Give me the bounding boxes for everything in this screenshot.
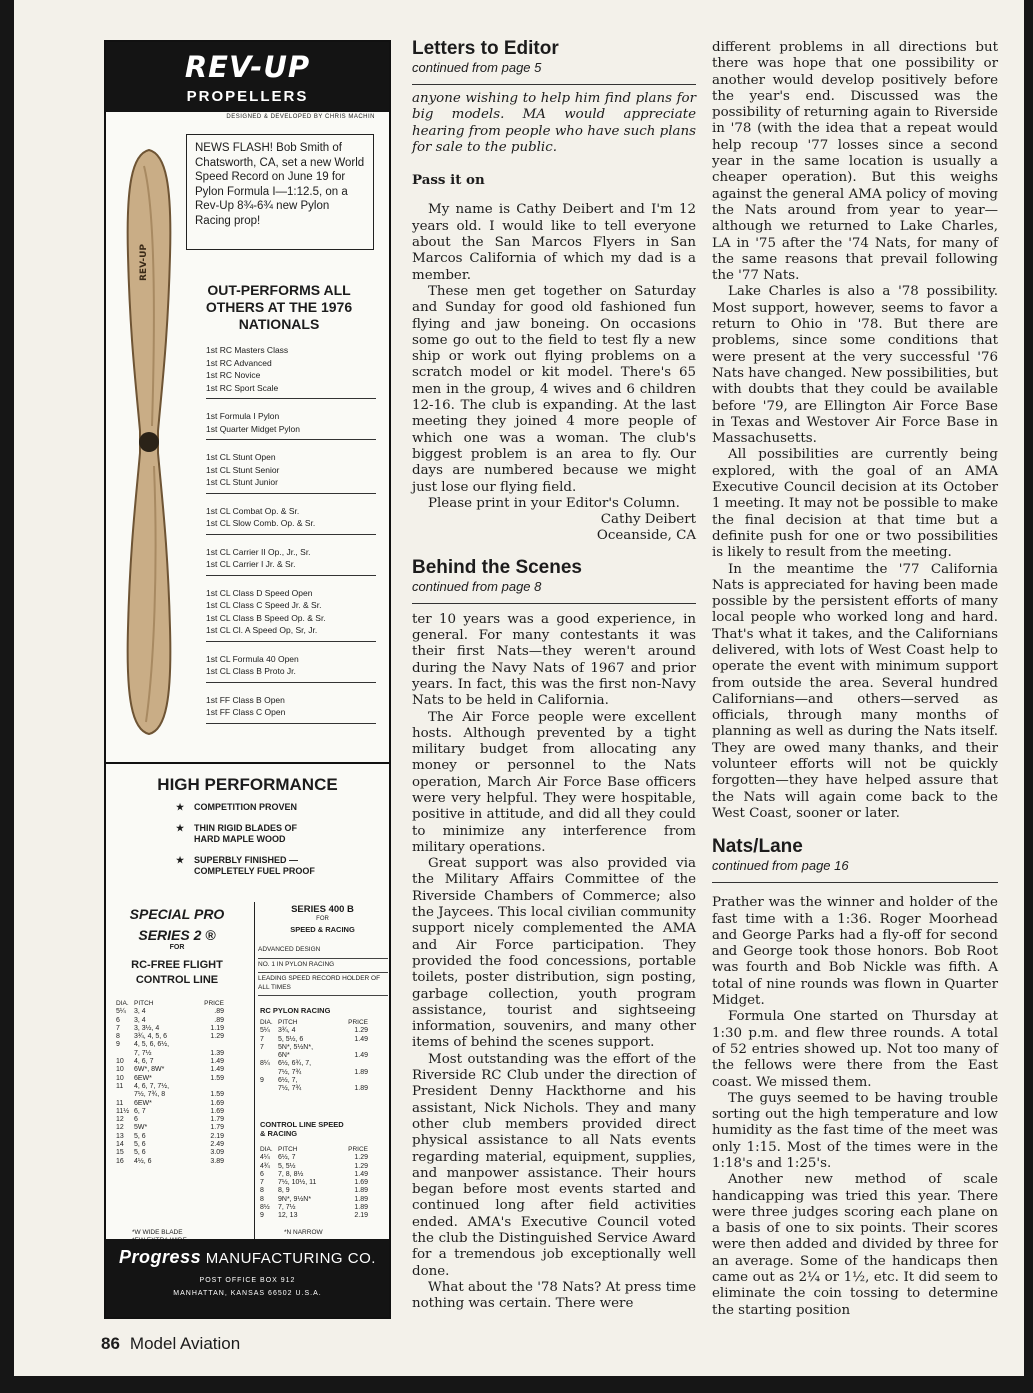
award-group xyxy=(206,449,376,494)
table-cell: 6EW* xyxy=(134,1074,152,1082)
feature-item xyxy=(176,855,324,877)
table-cell: 1.29 xyxy=(354,1162,368,1170)
table-cell: 16 xyxy=(116,1157,124,1165)
award-line: 1st CL Carrier I Jr. & Sr. xyxy=(206,559,296,569)
table-cell: 3, 4 xyxy=(134,1016,146,1024)
award-line: 1st RC Advanced xyxy=(206,357,272,368)
series400-feature: NO. 1 IN PYLON RACING xyxy=(258,959,388,974)
table-row xyxy=(116,1158,224,1166)
table-cell: 4¼ xyxy=(260,1154,270,1162)
manufacturer-name: Progress MANUFACTURING CO. xyxy=(119,1247,376,1267)
behind-paragraph: ter 10 years was a good experience, in general. For many contestants it was their first Nats—they weren't around during the Navy Nats of 1967 and prior years. In fact, this was the first non-Navy Nats to be held in California. xyxy=(412,611,696,709)
rev-up-advertisement xyxy=(104,40,391,1319)
table-cell: 1.49 xyxy=(354,1170,368,1178)
header-cell: PRICE xyxy=(348,1019,368,1026)
table-row xyxy=(260,1204,368,1212)
award-line: 1st CL Class B Speed Op. & Sr. xyxy=(206,612,326,623)
table-row xyxy=(260,1044,368,1052)
rule xyxy=(712,882,998,883)
table-row xyxy=(116,1124,224,1132)
series400-footnote: *N NARROW xyxy=(284,1229,323,1236)
propeller-label: REV-UP xyxy=(139,243,149,281)
table-cell: 3.09 xyxy=(210,1149,224,1157)
designer-credit: DESIGNED & DEVELOPED BY CHRIS MACHIN xyxy=(226,114,375,120)
behind-paragraph: What about the '78 Nats? At press time nothing was certain. There were xyxy=(412,1279,696,1312)
table-cell: 8 xyxy=(260,1187,264,1195)
table-row xyxy=(260,1052,368,1060)
table-row xyxy=(116,1108,224,1116)
table-cell: 1.29 xyxy=(210,1033,224,1041)
section-divider xyxy=(106,762,389,764)
award-group xyxy=(206,585,376,642)
table-row xyxy=(116,1100,224,1108)
table-row xyxy=(260,1212,368,1220)
table-cell: 6W*, 8W* xyxy=(134,1066,165,1074)
award-group xyxy=(206,503,376,535)
table-cell xyxy=(338,1077,368,1085)
magazine-page xyxy=(14,0,1024,1376)
table-cell: 1.59 xyxy=(210,1091,224,1099)
control-line-price-table xyxy=(260,1146,368,1221)
header-cell: DIA. xyxy=(260,1146,273,1153)
table-row xyxy=(116,1025,224,1033)
high-performance-heading: HIGH PERFORMANCE xyxy=(157,775,338,794)
brand-subtitle: PROPELLERS xyxy=(186,88,309,105)
table-cell xyxy=(338,1044,368,1052)
award-line: 1st Formula I Pylon xyxy=(206,411,280,421)
table-cell: 9 xyxy=(260,1212,264,1220)
table-cell: 6½, 6¾, 7, xyxy=(278,1060,312,1068)
table-cell: 1.89 xyxy=(354,1085,368,1093)
award-group xyxy=(206,692,376,724)
behind-cont-paragraph: different problems in all directions but there was hope that one possibility or another would develop positively before the year's end. Discussed was the possibility of returning again to Riverside in '78 (with the idea that a repeat would help recoup '77 losses since a second year in the same location is usually a cheaper operation). But this weighs against the general AMA policy of moving the Nats around from year to year—although we returned to Lake Charles, LA in '75 after the '74 Nats, for many of the same reasons that prevail following the '77 Nats. xyxy=(712,40,998,284)
table-row xyxy=(260,1085,368,1093)
table-cell: 1.89 xyxy=(354,1187,368,1195)
award-line: 1st FF Class C Open xyxy=(206,707,286,717)
award-line: 1st CL Class B Proto Jr. xyxy=(206,666,296,676)
table-cell: 1.49 xyxy=(210,1066,224,1074)
table-cell: .89 xyxy=(214,1016,224,1024)
behind-paragraph: Great support was also provided via the Military Affairs Committee of the Riverside Chambers of Commerce; also the Jaycees. This local civilian community support nicely complemented the AMA and Air Force participation. They provided the food concessions, portable toilets, poster distribution, sign posting, garbage collection, youth program assistance, tourist and sightseeing information, souvenirs, and many other items of behind the scenes support. xyxy=(412,856,696,1051)
table-cell xyxy=(116,1050,134,1058)
header-cell: PITCH xyxy=(278,1146,298,1153)
table-cell: 1.79 xyxy=(210,1124,224,1132)
star-icon: ★ xyxy=(176,855,185,865)
table-cell xyxy=(116,1091,134,1099)
award-line: 1st RC Masters Class xyxy=(206,345,289,355)
table-cell: 5W* xyxy=(134,1124,148,1132)
table-cell: 11½ xyxy=(116,1107,130,1115)
table-row xyxy=(116,1141,224,1149)
table-cell: 6N* xyxy=(278,1052,290,1060)
table-cell: 9 xyxy=(116,1041,120,1049)
table-cell: 4, 6, 7, 7½, xyxy=(134,1082,170,1090)
table-row xyxy=(116,1050,224,1058)
table-cell: 5, 6 xyxy=(134,1149,146,1157)
table-cell: 8 xyxy=(260,1195,264,1203)
table-cell: 1.69 xyxy=(210,1099,224,1107)
header-cell: DIA. xyxy=(116,1000,129,1007)
ad-footer xyxy=(106,1239,389,1317)
table-cell: 3¾, 4 xyxy=(278,1027,296,1035)
award-line: 1st CL Stunt Open xyxy=(206,452,276,462)
table-cell: 7 xyxy=(260,1035,264,1043)
table-cell: 1.19 xyxy=(210,1024,224,1032)
awards-list xyxy=(206,342,382,733)
table-cell: 10 xyxy=(116,1058,124,1066)
magazine-name: Model Aviation xyxy=(129,1334,241,1353)
series400-for: FOR xyxy=(316,916,329,922)
star-icon: ★ xyxy=(176,823,185,833)
nats-title: Nats/Lane xyxy=(712,836,803,858)
letters-title: Letters to Editor xyxy=(412,38,559,59)
right-column xyxy=(712,40,998,1319)
series400-features xyxy=(258,944,388,996)
table-cell: 5¼ xyxy=(260,1027,270,1035)
table-row xyxy=(260,1027,368,1035)
table-cell: 1.49 xyxy=(210,1058,224,1066)
award-line: 1st FF Class B Open xyxy=(206,694,285,705)
header-cell: PITCH xyxy=(134,1000,154,1007)
table-cell: 4¾ xyxy=(260,1162,270,1170)
table-cell: 13 xyxy=(116,1132,124,1140)
feature-text: THIN RIGID BLADES OF HARD MAPLE WOOD xyxy=(194,823,297,844)
table-cell: 4, 6, 7 xyxy=(134,1058,154,1066)
table-cell: 2.19 xyxy=(210,1132,224,1140)
table-cell: 2.49 xyxy=(210,1141,224,1149)
award-line: 1st CL Stunt Junior xyxy=(206,477,278,487)
series400-title: SERIES 400 B xyxy=(291,904,354,915)
table-cell: 12, 13 xyxy=(278,1212,298,1220)
feature-text: COMPETITION PROVEN xyxy=(194,802,298,812)
table-cell: 6½, 7, xyxy=(278,1077,298,1085)
table-row xyxy=(260,1179,368,1187)
header-cell: DIA. xyxy=(260,1019,273,1026)
table-cell: 5, 5½ xyxy=(278,1162,296,1170)
table-cell xyxy=(260,1052,278,1060)
rule xyxy=(412,603,696,604)
star-icon: ★ xyxy=(176,802,185,812)
middle-column xyxy=(412,38,696,1312)
table-cell: 7½, 7¾ xyxy=(278,1085,302,1093)
table-row xyxy=(116,1083,224,1091)
table-row xyxy=(116,1017,224,1025)
award-line: 1st Quarter Midget Pylon xyxy=(206,423,301,434)
table-cell: 11 xyxy=(116,1099,124,1107)
letters-continued: continued from page 5 xyxy=(412,60,542,75)
rule xyxy=(412,84,696,85)
table-cell: 5N*, 5½N*, xyxy=(278,1043,314,1051)
letters-subhead: Pass it on xyxy=(412,172,485,189)
table-row xyxy=(260,1171,368,1179)
award-group xyxy=(206,544,376,576)
table-cell: 6 xyxy=(260,1170,264,1178)
award-line: 1st RC Sport Scale xyxy=(206,382,279,393)
behind-paragraph: Most outstanding was the effort of the Riverside RC Club under the direction of President Denny Hackthorne and his assistant, Nick Nichols. They and many other club members provided direct physical assistance to all Nats events regarding material, equipment, supplies, and manpower assistance. Their hours began before most events started and continued long after field activities ended. AMA's Executive Council voted the club the Distinguished Service Award for a tremendous job exceptionally well done. xyxy=(412,1051,696,1279)
page-number: 86 xyxy=(101,1334,120,1353)
letter-paragraph: These men get together on Saturday and Sunday for good old fashioned fun flying and jaw boneing. On occasions some go out to the field to test fly a new ship or work out flying problems on a scratch model or kit model. There's 65 men in the group, 4 wives and 6 children 12-16. The club is expanding. At the last meeting they joined 4 more people of which one was a woman. The club's biggest problem is an area to fly. Our days are numbered because we might just lose our flying field. xyxy=(412,283,696,495)
table-cell: 1.29 xyxy=(354,1027,368,1035)
table-row xyxy=(260,1060,368,1068)
table-cell: 2.19 xyxy=(354,1212,368,1220)
table-cell: 10 xyxy=(116,1066,124,1074)
table-cell xyxy=(260,1069,278,1077)
award-line: 1st CL Carrier II Op., Jr., Sr. xyxy=(206,546,311,557)
special-pro-price-table xyxy=(116,1000,224,1166)
table-row xyxy=(116,1033,224,1041)
header-cell: PRICE xyxy=(348,1146,368,1153)
ad-header xyxy=(106,42,389,112)
award-group xyxy=(206,342,376,399)
table-cell: 6, 7 xyxy=(134,1107,146,1115)
nats-continued: continued from page 16 xyxy=(712,858,849,874)
rc-pylon-price-table xyxy=(260,1019,368,1094)
nats-paragraph: Prather was the winner and holder of the fast time with a 1:36. Roger Moorhead and George Parks had a fly-off for second and George took those honors. Bob Root was fourth and Bob Nickle was fifth. A total of nine rounds was flown in Quarter Midget. xyxy=(712,895,998,1009)
table-cell: 9 xyxy=(260,1077,264,1085)
table-row xyxy=(116,1075,224,1083)
award-line: 1st CL Class D Speed Open xyxy=(206,587,313,598)
table-cell: 5, 6 xyxy=(134,1132,146,1140)
series400-feature: LEADING SPEED RECORD HOLDER OF ALL TIMES xyxy=(258,973,388,996)
table-cell: 15 xyxy=(116,1149,124,1157)
rc-pylon-title: RC PYLON RACING xyxy=(260,1006,331,1015)
address-line: MANHATTAN, KANSAS 66502 U.S.A. xyxy=(173,1290,322,1297)
table-header xyxy=(260,1019,368,1027)
table-row xyxy=(116,1058,224,1066)
feature-item xyxy=(176,802,324,813)
nats-paragraph: The guys seemed to be having trouble sorting out the high temperature and low humidity as the fast time of the meet was only 1:15. Most of the times were in the 1:18's and 1:25's. xyxy=(712,1090,998,1171)
column-divider xyxy=(254,902,255,1240)
table-cell: 1.89 xyxy=(354,1068,368,1076)
behind-paragraph: The Air Force people were excellent hosts. Although prevented by a tight military budget from allocating any money or personnel to the Nats operation, March Air Force Base officers were very helpful. They were hospitable, positive in attitude, and did all they could to minimize any interference from military operations. xyxy=(412,709,696,855)
table-cell: 1.89 xyxy=(354,1195,368,1203)
table-cell: 1.69 xyxy=(354,1179,368,1187)
feature-text: SUPERBLY FINISHED — COMPLETELY FUEL PROOF xyxy=(194,855,315,876)
table-cell: 7½, 10½, 11 xyxy=(278,1179,317,1187)
award-line: 1st CL Cl. A Speed Op, Sr, Jr. xyxy=(206,625,318,635)
table-row xyxy=(260,1187,368,1195)
table-cell: 3.89 xyxy=(210,1157,224,1165)
table-row xyxy=(260,1163,368,1171)
feature-item xyxy=(176,823,324,845)
table-cell: 8 xyxy=(116,1033,120,1041)
table-header xyxy=(260,1146,368,1154)
table-cell: 7½, 7¾, 8 xyxy=(134,1091,166,1099)
table-cell: 7, 7½ xyxy=(134,1049,152,1057)
table-cell: 1.29 xyxy=(354,1154,368,1162)
award-line: 1st RC Novice xyxy=(206,370,261,380)
special-pro-title: SPECIAL PRO SERIES 2 ® xyxy=(129,906,225,943)
table-cell: 14 xyxy=(116,1141,124,1149)
table-row xyxy=(260,1069,368,1077)
footnote: *W WIDE BLADE xyxy=(132,1229,183,1236)
award-group xyxy=(206,651,376,683)
table-row xyxy=(260,1077,368,1085)
letter-place: Oceanside, CA xyxy=(596,528,696,544)
table-cell: 4½, 6 xyxy=(134,1157,152,1165)
control-line-title: CONTROL LINE SPEED & RACING xyxy=(260,1120,344,1138)
table-cell: 1.49 xyxy=(354,1052,368,1060)
table-cell: 6EW* xyxy=(134,1099,152,1107)
table-cell: 4, 5, 6, 6½, xyxy=(134,1041,170,1049)
special-pro-for: FOR xyxy=(169,944,185,951)
table-row xyxy=(116,1041,224,1049)
table-cell: 3, 3½, 4 xyxy=(134,1024,160,1032)
table-cell: 8¼ xyxy=(260,1060,270,1068)
award-line: 1st CL Stunt Senior xyxy=(206,464,280,475)
award-line: 1st CL Class C Speed Jr. & Sr. xyxy=(206,600,322,610)
table-row xyxy=(116,1133,224,1141)
brand-logo: REV-UP xyxy=(184,50,311,84)
table-cell: 7 xyxy=(116,1024,120,1032)
feature-list xyxy=(176,802,324,887)
table-row xyxy=(260,1196,368,1204)
table-cell: 8, 9 xyxy=(278,1187,290,1195)
letter-paragraph: Please print in your Editor's Column. xyxy=(428,495,680,511)
special-pro-subtitle: RC-FREE FLIGHT CONTROL LINE xyxy=(131,959,223,986)
table-header xyxy=(116,1000,224,1008)
table-cell: 12 xyxy=(116,1116,124,1124)
award-group xyxy=(206,408,376,440)
table-cell xyxy=(194,1041,224,1049)
table-cell xyxy=(338,1060,368,1068)
news-flash-box: NEWS FLASH! Bob Smith of Chatsworth, CA, set a new World Speed Record on June 19 for Pylon Formula I—1:12.5, on a Rev-Up 8¾-6¾ new Pylon Racing prop! xyxy=(186,134,374,250)
letter-signature: Cathy Deibert xyxy=(600,512,696,528)
letter-paragraph: My name is Cathy Deibert and I'm 12 years old. I would like to tell everyone about the San Marcos Flyers in San Marcos California of which my dad is a member. xyxy=(412,202,696,283)
table-row xyxy=(260,1036,368,1044)
address-line: POST OFFICE BOX 912 xyxy=(199,1277,296,1284)
table-cell: 1.49 xyxy=(354,1035,368,1043)
table-cell: 1.89 xyxy=(354,1204,368,1212)
table-cell: 5, 5½, 6 xyxy=(278,1035,304,1043)
table-cell: 7, 8, 8½ xyxy=(278,1170,304,1178)
table-cell: 9N*, 9½N* xyxy=(278,1195,312,1203)
page-footer xyxy=(101,1334,240,1354)
propeller-illustration xyxy=(114,146,184,738)
nats-paragraph: Formula One started on Thursday at 1:30 p.m. and flew three rounds. A total of 52 entries showed up. Not too many of the fellows were there from the East coast. We missed them. xyxy=(712,1009,998,1090)
table-cell: 5, 6 xyxy=(134,1141,146,1149)
table-cell: 7 xyxy=(260,1043,264,1051)
table-cell: 7, 7½ xyxy=(278,1204,296,1212)
table-cell: 3, 4 xyxy=(134,1008,146,1016)
table-cell: 12 xyxy=(116,1124,124,1132)
behind-title: Behind the Scenes xyxy=(412,556,582,578)
table-cell xyxy=(194,1083,224,1091)
table-cell: 5¼ xyxy=(116,1008,126,1016)
table-cell: 6 xyxy=(134,1116,138,1124)
table-row xyxy=(116,1116,224,1124)
header-cell: PRICE xyxy=(204,1000,224,1007)
table-row xyxy=(116,1008,224,1016)
table-cell: 1.59 xyxy=(210,1074,224,1082)
outperforms-heading: OUT-PERFORMS ALL OTHERS AT THE 1976 NATIONALS xyxy=(205,282,353,332)
award-line: 1st CL Combat Op. & Sr. xyxy=(206,505,300,516)
behind-cont-paragraph: Lake Charles is also a '78 possibility. Most support, however, seems to favor a return to Ohio in '78. But there are problems, since some conditions that were present at the very successful '76 Nats have changed. New possibilities, but with doubts that they could be available before '79, are Ellington Air Force Base in Texas and Westover Air Force Base in Massachusetts. xyxy=(712,284,998,447)
letters-intro: anyone wishing to help him find plans for big models. MA would appreciate hearing from people who have such plans for sale to the public. xyxy=(412,91,696,155)
table-cell: 1.69 xyxy=(210,1107,224,1115)
behind-cont-paragraph: In the meantime the '77 California Nats is appreciated for having been made possible by the persistent efforts of many local people who worked long and hard. That's what it takes, and the Californians delivered, with lots of West Coast help to operate the event with minimum support from outside the area. Several hundred Californians—and others—served as officials, through many months of planning as well as during the Nats itself. They are owed many thanks, and their volunteer efforts will not be quickly forgotten—they have helped assure that the Nats will again come back to the West Coast, sooner or later. xyxy=(712,561,998,821)
table-cell: 6½, 7 xyxy=(278,1154,296,1162)
table-row xyxy=(116,1091,224,1099)
award-line: 1st CL Slow Comb. Op. & Sr. xyxy=(206,518,316,528)
table-cell: .89 xyxy=(214,1008,224,1016)
table-cell: 3¾, 4, 5, 6 xyxy=(134,1033,168,1041)
table-row xyxy=(260,1154,368,1162)
behind-cont-paragraph: All possibilities are currently being explored, with the goal of an AMA Executive Council decision at its October 1 meeting. It may not be possible to make the final decision at that time but a definite push for one or two possibilities is likely to result from the meeting. xyxy=(712,447,998,561)
table-row xyxy=(116,1066,224,1074)
series400-feature: ADVANCED DESIGN xyxy=(258,944,388,959)
nats-paragraph: Another new method of scale handicapping was tried this year. There were three judges scoring each plane on a basis of one to six points. Their scores were then added and divided by three for an average. Some of the handicaps then came out as 2¼ or 1½, etc. It did seem to eliminate the coin tossing to determine the starting position xyxy=(712,1172,998,1318)
table-cell: 8½ xyxy=(260,1204,270,1212)
table-row xyxy=(116,1149,224,1157)
table-cell: 10 xyxy=(116,1074,124,1082)
behind-continued: continued from page 8 xyxy=(412,578,542,594)
table-cell xyxy=(260,1085,278,1093)
award-line: 1st CL Formula 40 Open xyxy=(206,653,299,664)
header-cell: PITCH xyxy=(278,1019,298,1026)
table-cell: 1.79 xyxy=(210,1116,224,1124)
registered-mark-icon: ® xyxy=(201,927,216,943)
table-cell: 6 xyxy=(116,1016,120,1024)
table-cell: 7 xyxy=(260,1179,264,1187)
table-cell: 1.39 xyxy=(210,1049,224,1057)
table-cell: 7½, 7¾ xyxy=(278,1068,302,1076)
table-cell: 11 xyxy=(116,1082,124,1090)
series400-subtitle: SPEED & RACING xyxy=(290,925,355,934)
